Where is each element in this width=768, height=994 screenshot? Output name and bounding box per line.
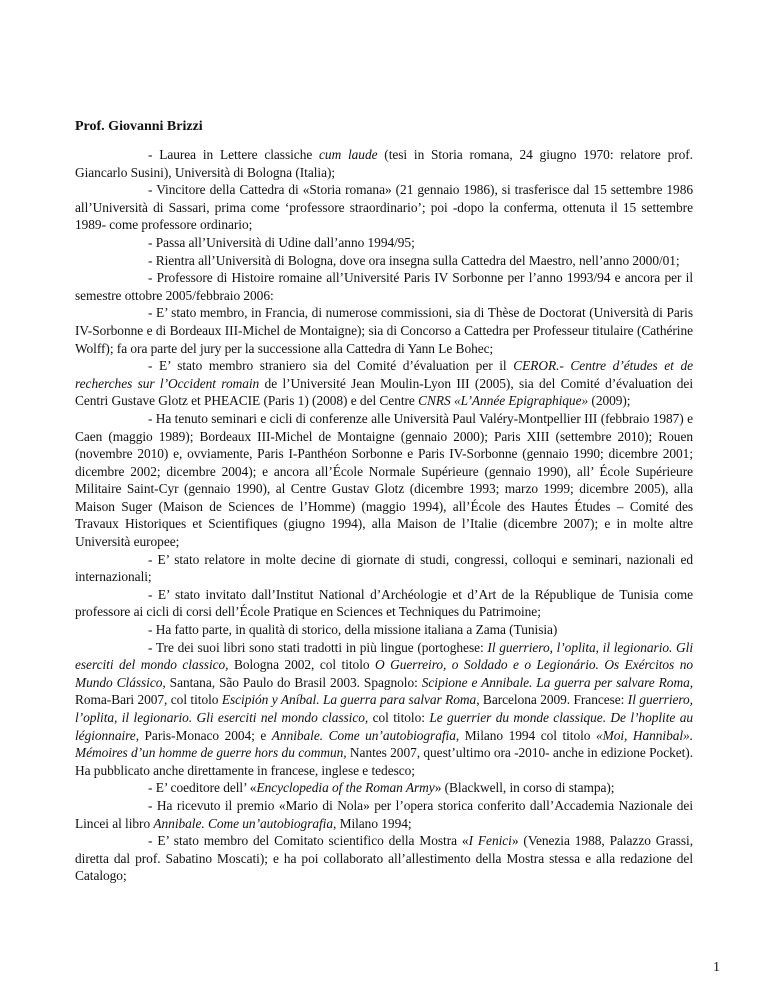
text-segment: (2009); <box>588 393 631 409</box>
text-segment: » (Blackwell, in corso di stampa); <box>434 780 615 796</box>
text-segment: Paris-Monaco 2004; e <box>139 727 272 743</box>
text-segment: - E’ stato relatore in molte decine di giornate di studi, congressi, colloqui e seminari, nazionali ed internazionali; <box>75 551 693 585</box>
text-segment: - Ha tenuto seminari e cicli di conferenze alle Università Paul Valéry-Montpellier III (febbraio 1987) e Caen (maggio 1989); Bordeaux III-Michel de Montaigne (gennaio 2000); Paris XIII (settembre 2010); Rouen (novembre 2010) e, ovviamente, Paris I-Panthéon Sorbonne e Paris IV-Sorbonne (gennaio 1990; dicembre 2001; dicembre 2002; dicembre 2004); e ancora all’École Normale Supérieure (gennaio 1990), all’ École Supérieure Militaire Saint-Cyr (gennaio 1990), al Centre Gustav Glotz (dicembre 1993; marzo 1999; dicembre 2005), alla Maison Suger (Maison de Sciences de l’Homme) (maggio 1994), all’École des Hautes Études – Comité des Travaux Historiques et Scientifiques (giugno 1994), alla Maison de l’Italie (dicembre 2007); e in molte altre Università europee; <box>75 410 693 550</box>
italic-text: Annibale. Come un’autobiografia <box>271 727 456 743</box>
page-title: Prof. Giovanni Brizzi <box>75 119 203 134</box>
italic-text: Le guerrier du monde classique. De l’hoplite au légionnaire, <box>75 710 693 743</box>
cv-entry <box>75 269 693 304</box>
cv-entry <box>75 639 693 780</box>
italic-text: Il guerriero, l’oplita, il legionario. Gli eserciti del mondo classico, <box>75 639 693 673</box>
text-segment: Nantes 2007, quest’ultimo ora -2010- anche in edizione Pocket). Ha pubblicato anche direttamente in francese, inglese e tedesco; <box>75 745 694 778</box>
text-segment: - Passa all’Università di Udine dall’anno 1994/95; <box>148 234 415 250</box>
text-segment: - Laurea in Lettere classiche <box>148 147 320 162</box>
text-segment: - E’ stato membro, in Francia, di numerose commissioni, sia di Thèse de Doctorat (Università di Paris IV-Sorbonne e di Bordeaux III-Michel de Montaigne); sia di Concorso a Cattedra per Professeur titulaire (Cathérine Wolff); fa ora parte del jury per la successione alla Cattedra di Yann Le Bohec; <box>75 305 693 356</box>
text-segment: de l’Université Jean Moulin-Lyon III (2005), sia del Comité d’évaluation dei Centri Gustave Glotz et PHEACIE (Paris 1) (2008) e del Centre <box>75 375 693 409</box>
text-segment: » (Venezia 1988, Palazzo Grassi, diretta dal prof. Sabatino Moscati); e ha poi collaborato all’allestimento della Mostra stessa e alla redazione del Catalogo; <box>75 833 694 884</box>
text-segment: - E’ coeditore dell’ « <box>148 780 257 796</box>
text-segment: - E’ stato membro straniero sia del Comité d’évaluation per il <box>148 358 514 374</box>
italic-text: «Moi, Hannibal». Mémoires d’un homme de guerre hors du commun, <box>75 727 693 761</box>
cv-entry <box>75 181 693 234</box>
cv-entry <box>75 304 693 357</box>
cv-entry <box>75 621 693 639</box>
italic-text: CEROR.- Centre d’études et de recherches sur l’Occident romain <box>75 358 693 391</box>
italic-text: Escipión y Aníbal. La guerra para salvar Roma <box>221 692 477 708</box>
page-number: 1 <box>713 960 720 975</box>
text-segment: - E’ stato membro del Comitato scientifico della Mostra « <box>148 833 469 849</box>
cv-entry <box>75 586 693 621</box>
text-segment: col titolo: <box>368 710 430 725</box>
cv-entry <box>75 551 693 586</box>
text-segment: Bologna 2002, col titolo <box>228 657 376 673</box>
italic-text: cum laude <box>319 147 378 162</box>
text-segment: (tesi in Storia romana, 24 giugno 1970: relatore prof. Giancarlo Susini), Università di Bologna (Italia); <box>75 147 693 180</box>
text-segment: - E’ stato invitato dall’Institut National d’Archéologie et d’Art de la République de Tunisia come professore ai cicli di corsi dell’École Pratique en Sciences et Techniques du Patrimoine; <box>75 586 693 620</box>
text-segment: - Vincitore della Cattedra di «Storia romana» (21 gennaio 1986), si trasferisce dal 15 settembre 1986 all’Università di Sassari, prima come ‘professore straordinario’; poi -dopo la conferma, ottenuta il 15 settembre 1989- come professore ordinario; <box>75 182 693 233</box>
cv-entry <box>75 234 693 252</box>
italic-text: Scipione e Annibale. La guerra per salvare Roma, <box>421 674 694 690</box>
cv-entry <box>75 410 693 551</box>
text-segment: , Barcelona 2009. Francese: <box>476 692 628 708</box>
text-segment: - Tre dei suoi libri sono stati tradotti in più lingue (portoghese: <box>148 639 488 655</box>
cv-entry <box>75 357 693 410</box>
text-segment: Roma-Bari 2007, col titolo <box>75 692 222 708</box>
text-segment: - Rientra all’Università di Bologna, dove ora insegna sulla Cattedra del Maestro, nell’anno 2000/01; <box>148 252 680 268</box>
cv-entry <box>75 832 693 885</box>
cv-entry <box>75 797 693 832</box>
text-segment: - Ha ricevuto il premio «Mario di Nola» per l’opera storica conferito dall’Accademia Nazionale dei Lincei al libro <box>75 797 693 831</box>
italic-text: Annibale. Come un’autobiografia <box>153 815 333 831</box>
text-segment: - Professore di Histoire romaine all’Université Paris IV Sorbonne per l’anno 1993/94 e ancora per il semestre ottobre 2005/febbraio 2006: <box>75 270 693 303</box>
italic-text: CNRS «L’Année Epigraphique» <box>418 393 589 409</box>
italic-text: I Fenici <box>468 833 512 849</box>
text-segment: , Milano 1994 col titolo <box>455 727 596 743</box>
cv-body <box>75 146 693 885</box>
cv-entry <box>75 779 693 797</box>
cv-entry <box>75 252 693 270</box>
italic-text: Il guerriero, l’oplita, il legionario. Gli eserciti nel mondo classico, <box>75 692 693 725</box>
text-segment: Santana, São Paulo do Brasil 2003. Spagnolo: <box>165 674 422 690</box>
italic-text: Encyclopedia of the Roman Army <box>256 780 435 796</box>
italic-text: O Guerreiro, o Soldado e o Legionário. Os Exércitos no Mundo Clássico, <box>75 657 693 690</box>
cv-entry <box>75 146 693 181</box>
text-segment: , Milano 1994; <box>333 815 412 831</box>
text-segment: - Ha fatto parte, in qualità di storico, della missione italiana a Zama (Tunisia) <box>148 622 558 638</box>
